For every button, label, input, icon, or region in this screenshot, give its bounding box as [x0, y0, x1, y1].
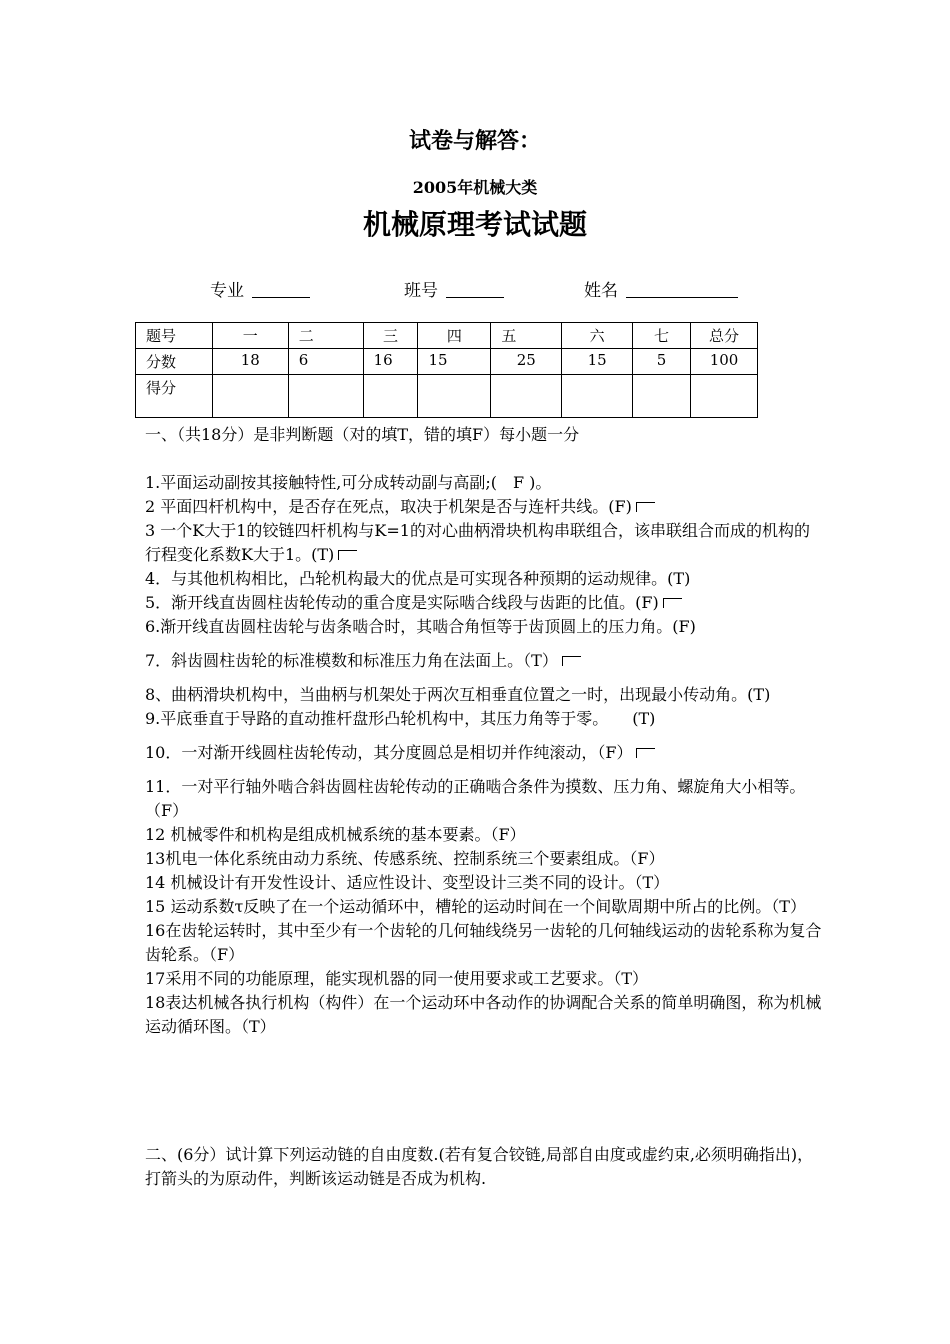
- edit-mark-icon: [562, 656, 581, 666]
- section2: [145, 1143, 825, 1191]
- question-item: [145, 591, 825, 615]
- table-cell: [562, 375, 633, 418]
- edit-mark-icon: [636, 502, 655, 512]
- question-item: 17采用不同的功能原理，能实现机器的同一使用要求或工艺要求。（T）: [145, 969, 649, 988]
- table-cell: 15: [418, 349, 491, 375]
- major-blank: [252, 280, 310, 298]
- question-item: 9.平底垂直于导路的直动推杆盘形凸轮机构中，其压力角等于零。 (T): [145, 709, 656, 728]
- table-cell: [491, 375, 562, 418]
- edit-mark-icon: [338, 550, 357, 560]
- section1-heading: [145, 423, 825, 447]
- class-blank: [446, 280, 504, 298]
- table-cell: 七: [633, 323, 691, 349]
- question-item: 14 机械设计有开发性设计、适应性设计、变型设计三类不同的设计。（T）: [145, 873, 670, 892]
- section2-text: 二、(6分）试计算下列运动链的自由度数.(若有复合铰链,局部自由度或虚约束,必须明确指出)，打箭头的为原动件，判断该运动链是否成为机构.: [145, 1145, 814, 1188]
- question-item: [145, 649, 825, 673]
- table-cell: [288, 375, 363, 418]
- question-item: 4．与其他机构相比，凸轮机构最大的优点是可实现各种预期的运动规律。(T): [145, 569, 691, 588]
- table-cell: 总分: [691, 323, 758, 349]
- edit-mark-icon: [663, 598, 682, 608]
- name-blank: [626, 280, 738, 298]
- score-table: [135, 322, 758, 418]
- question-text: 10．一对渐开线圆柱齿轮传动，其分度圆总是相切并作纯滚动，（F）: [145, 743, 633, 762]
- table-cell: 三: [363, 323, 418, 349]
- question-item: 8、曲柄滑块机构中，当曲柄与机架处于两次互相垂直位置之一时，出现最小传动角。(T): [145, 685, 771, 704]
- table-cell: [691, 375, 758, 418]
- table-row: [136, 375, 758, 418]
- class-label: 班号: [404, 281, 438, 301]
- question-item: 12 机械零件和机构是组成机械系统的基本要素。（F）: [145, 825, 526, 844]
- page-intro-heading: 试卷与解答：: [408, 128, 541, 154]
- table-cell: 25: [491, 349, 562, 375]
- table-cell: 一: [212, 323, 288, 349]
- table-cell: 得分: [136, 375, 213, 418]
- class-field: [404, 276, 504, 301]
- table-cell: 六: [562, 323, 633, 349]
- question-item: 18表达机械各执行机构（构件）在一个运动环中各动作的协调配合关系的简单明确图，称为机械运动循环图。（T）: [145, 993, 822, 1036]
- exam-subtitle: 2005年机械大类: [412, 178, 538, 197]
- question-item: 6.渐开线直齿圆柱齿轮与齿条啮合时，其啮合角恒等于齿顶圆上的压力角。(F): [145, 617, 696, 636]
- question-text: 2 平面四杆机构中，是否存在死点，取决于机架是否与连杆共线。(F): [145, 497, 632, 516]
- table-cell: 16: [363, 349, 418, 375]
- exam-title: 机械原理考试试题: [362, 208, 587, 241]
- table-cell: 15: [562, 349, 633, 375]
- table-cell: [633, 375, 691, 418]
- table-cell: 二: [288, 323, 363, 349]
- table-cell: [363, 375, 418, 418]
- table-cell: 18: [212, 349, 288, 375]
- question-item: [145, 519, 825, 567]
- question-item: 11．一对平行轴外啮合斜齿圆柱齿轮传动的正确啮合条件为摸数、压力角、螺旋角大小相等。（F）: [145, 777, 806, 820]
- question-item: [145, 495, 825, 519]
- table-cell: 100: [691, 349, 758, 375]
- section1-questions: [145, 471, 825, 1039]
- name-field: [584, 276, 738, 301]
- table-cell: [212, 375, 288, 418]
- question-text: 3 一个K大于1的铰链四杆机构与K=1的对心曲柄滑块机构串联组合，该串联组合而成的机构的行程变化系数K大于1。(T): [145, 521, 810, 564]
- major-field: [210, 276, 310, 301]
- question-item: 1.平面运动副按其接触特性,可分成转动副与高副;( F )。: [145, 473, 552, 492]
- name-label: 姓名: [584, 281, 618, 301]
- table-cell: 五: [491, 323, 562, 349]
- question-text: 7．斜齿圆柱齿轮的标准模数和标准压力角在法面上。（T）: [145, 651, 558, 670]
- table-cell: 分数: [136, 349, 213, 375]
- question-item: [145, 741, 825, 765]
- question-item: 16在齿轮运转时，其中至少有一个齿轮的几何轴线绕另一齿轮的几何轴线运动的齿轮系称为复合齿轮系。（F）: [145, 921, 822, 964]
- section1-heading-text: 一、（共18分）是非判断题（对的填T，错的填F）每小题一分: [145, 425, 580, 444]
- table-cell: 题号: [136, 323, 213, 349]
- table-cell: 5: [633, 349, 691, 375]
- table-row: [136, 349, 758, 375]
- question-text: 5．渐开线直齿圆柱齿轮传动的重合度是实际啮合线段与齿距的比值。(F): [145, 593, 659, 612]
- table-cell: 四: [418, 323, 491, 349]
- major-label: 专业: [210, 281, 244, 301]
- question-item: 15 运动系数τ反映了在一个运动循环中，槽轮的运动时间在一个间歇周期中所占的比例。（T）: [145, 897, 806, 916]
- table-cell: 6: [288, 349, 363, 375]
- table-cell: [418, 375, 491, 418]
- edit-mark-icon: [636, 748, 655, 758]
- table-row: [136, 323, 758, 349]
- question-item: 13机电一体化系统由动力系统、传感系统、控制系统三个要素组成。（F）: [145, 849, 665, 868]
